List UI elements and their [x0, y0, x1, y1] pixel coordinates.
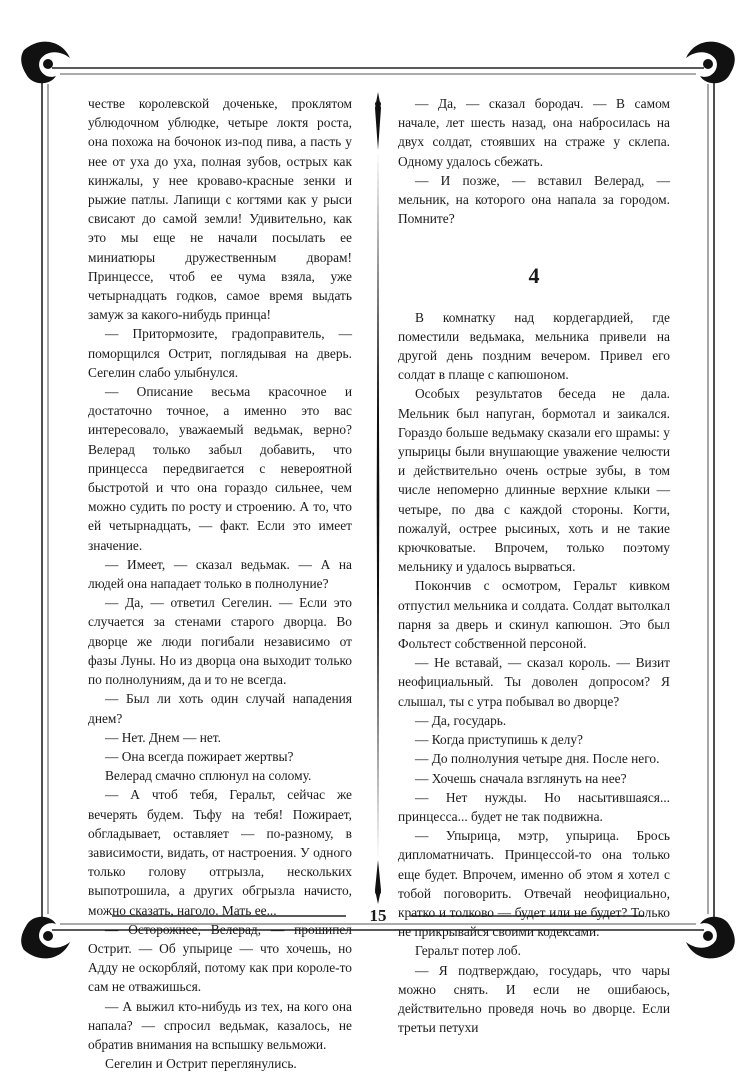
paragraph: Сегелин и Острит переглянулись. — [105, 1056, 297, 1072]
paragraph: — Хочешь сначала взглянуть на нее? — [415, 770, 627, 786]
paragraph: — Имеет, — сказал ведьмак. — А на людей она нападает только в полнолуние? — [88, 556, 352, 592]
paragraph: — Упырица, мэтр, упырица. Брось дипломатничать. Принцессой-то она только еще будет. Впрочем, именно об этом я хотел с тобой поговорить. Отвечай неофициально, кратко и толково — будет или не будет? Только не прикрывайся своими кодексами. — [398, 828, 670, 940]
paragraph: — Притормозите, градоправитель, — поморщился Острит, поглядывая на дверь. Сегелин слабо улыбнулся. — [88, 326, 352, 380]
paragraph: Покончив с осмотром, Геральт кивком отпустил мельника и солдата. Солдат вытолкал парня за дверь и скинул капюшон. Это был Фольтест собственной персоной. — [398, 578, 670, 652]
paragraph: — До полнолуния четыре дня. После него. — [415, 751, 660, 767]
corner-ornament-top-right — [686, 42, 735, 84]
paragraph: — Нет нужды. Но насытившаяся... принцесса... будет не так подвижна. — [398, 789, 670, 824]
paragraph: — Когда приступишь к делу? — [415, 732, 583, 748]
paragraph: — А выжил кто-нибудь из тех, на кого она напала? — спросил ведьмак, казалось, не обратив внимания на вспышку вельможи. — [88, 998, 352, 1052]
paragraph: — Да, — сказал бородач. — В самом начале, лет шесть назад, она набросилась на двух солдат, стоявших на страже у склепа. Одному удалось сбежать. — [398, 96, 670, 169]
paragraph: — А чтоб тебя, Геральт, сейчас же вечерять будем. Тьфу на тебя! Пожирает, обгладывает, оставляет — по-разному, в зависимости, видать, от настроения. У одного только голову отгрызла, нескольких выпотрошила, а других обгрызла начисто, можно сказать, наголо. Мать ее... — [88, 787, 352, 918]
chapter-number: 4 — [528, 263, 540, 289]
paragraph: — Нет. Днем — нет. — [105, 729, 221, 745]
paragraph: Особых результатов беседа не дала. Мельник был напуган, бормотал и заикался. Гораздо больше ведьмаку сказали его шрамы: у упырицы были внушающие уважение челюсти и действительно очень острые зубы, в том числе непомерно длинные верхние клыки — четыре, по два с каждой стороны. Когти, пожалуй, острее рысиных, хоть и не такие крючковатые. Впрочем, только поэтому мельнику и удалось вырваться. — [398, 386, 670, 575]
corner-ornament-bottom-left — [21, 917, 70, 959]
paragraph: — Описание весьма красочное и достаточно точное, а именно это вас интересовало, уважаемый ведьмак, верно? Велерад только забыл добавить, что принцесса передвигается с невероятной быстротой и что она гораздо сильнее, чем можно судить по росту и строению. А то, что ей четырнадцать, — факт. Если это имеет значение. — [88, 384, 352, 553]
corner-ornament-top-left — [21, 42, 70, 84]
paragraph: Геральт потер лоб. — [415, 943, 521, 959]
paragraph: честве королевской доченьке, проклятом ублюдочном ублюдке, четыре локтя роста, она похожа на бочонок из-под пива, а пасть у нее от уха до уха, полная зубов, острых как кинжалы, у нее кроваво-красные зенки и рыжие патлы. Лапищи с когтями как у рыси свисают до самой земли! Удивительно, как это мы еще не начали посылать ее миниатюры дружественным дворам! Принцессе, чтоб ее чума взяла, уже четырнадцать годков, самое время выдать замуж за какого-нибудь принца! — [88, 96, 352, 323]
corner-ornament-bottom-right — [686, 917, 735, 959]
paragraph: — Был ли хоть один случай нападения днем? — [88, 691, 352, 726]
paragraph: — Осторожнее, Велерад, — прошипел Острит. — Об упырице — что хочешь, но Адду не оскорбляй, потому как при короле-то сам не отважишься. — [88, 921, 352, 995]
paragraph: — Да, — ответил Сегелин. — Если это случается за стенами старого дворца. Во дворце же люди погибали независимо от фазы Луны. Но из дворца она выходит только по полнолуниям, да и то не всегда. — [88, 595, 352, 688]
paragraph: — Я подтверждаю, государь, что чары можно снять. И если не ошибаюсь, действительно проведя ночь во дворце. Если третьи петухи — [398, 962, 670, 1036]
right-column — [398, 94, 670, 1037]
paragraph: — Она всегда пожирает жертвы? — [105, 748, 294, 764]
paragraph: В комнатку над кордегардией, где поместили ведьмака, мельника привели на другой день поздним вечером. Привел его солдат в плаще с капюшоном. — [398, 309, 670, 383]
paragraph: — И позже, — вставил Велерад, — мельник, на которого она напала за городом. Помните? — [398, 172, 670, 227]
paragraph: — Да, государь. — [415, 712, 507, 728]
paragraph: — Не вставай, — сказал король. — Визит неофициальный. Ты доволен допросом? Я слышал, ты с утра побывал во дворце? — [398, 655, 670, 709]
paragraph: Велерад смачно сплюнул на солому. — [105, 768, 312, 784]
left-column — [88, 94, 352, 1073]
column-divider — [375, 92, 381, 904]
page-number: 15 — [369, 906, 387, 925]
